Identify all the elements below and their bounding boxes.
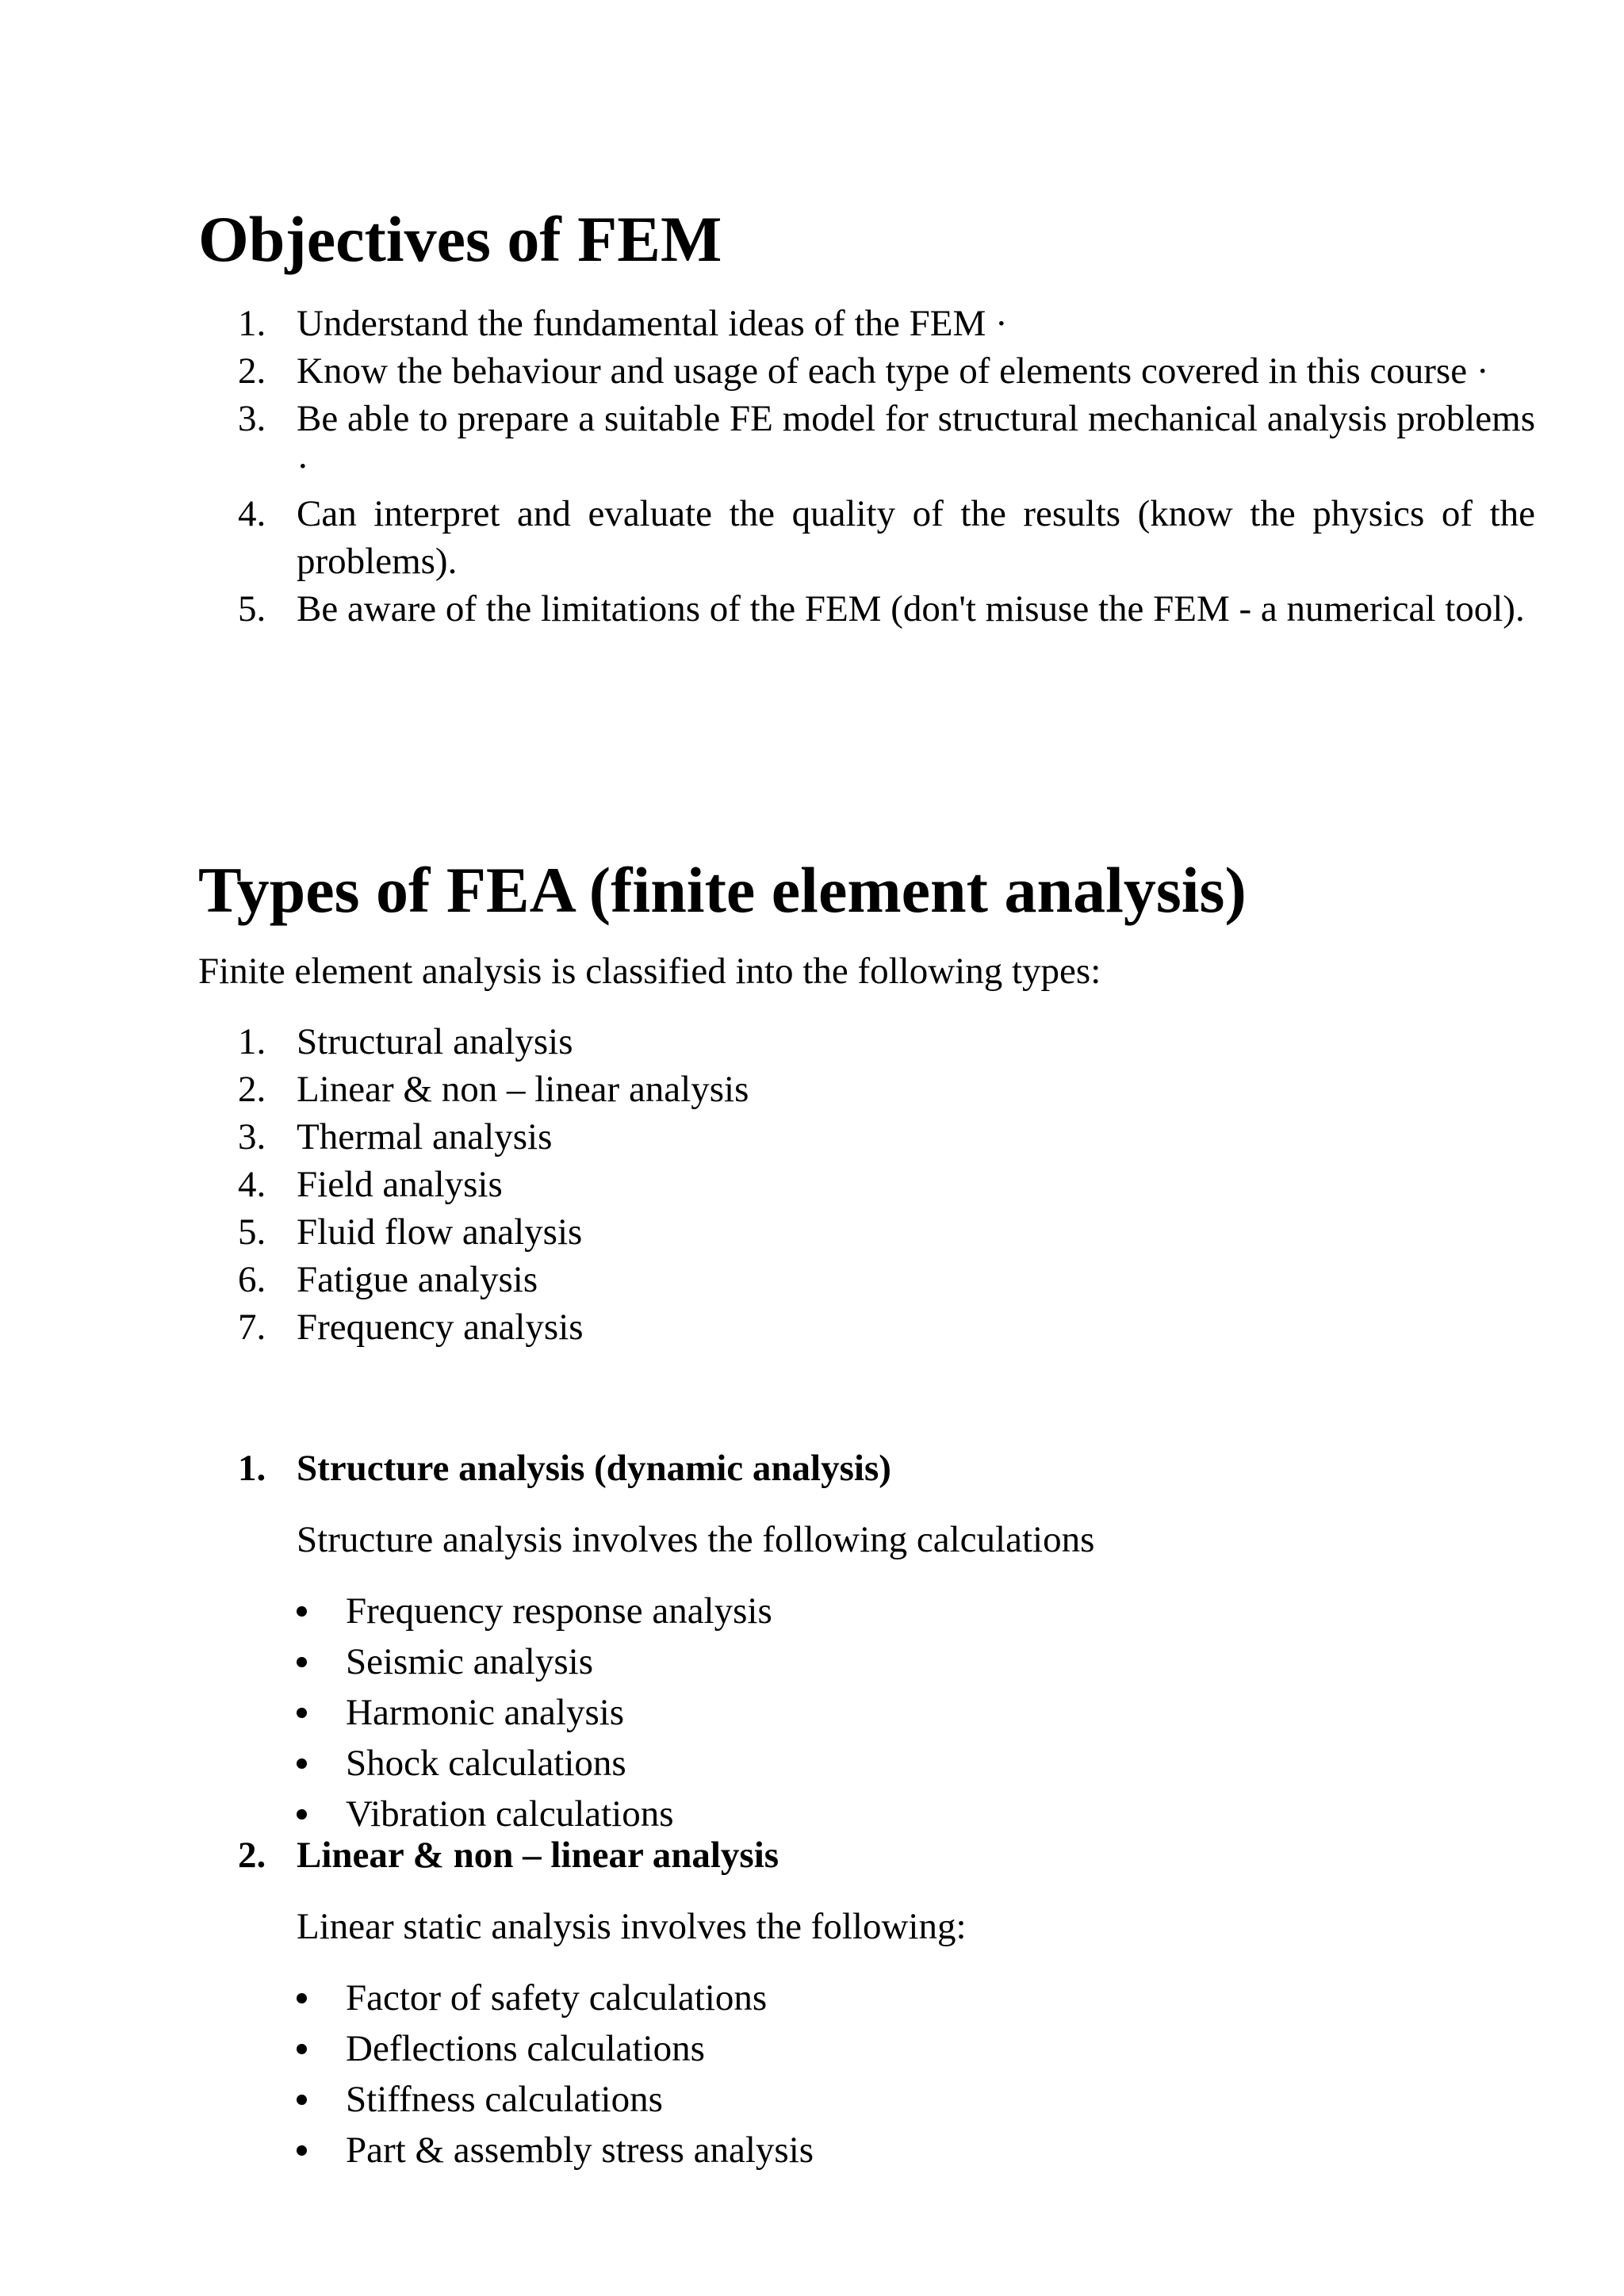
bullet-text: Vibration calculations bbox=[346, 1793, 674, 1835]
list-item-text: Be able to prepare a suitable FE model for structural mechanical analysis problems · bbox=[297, 398, 1535, 487]
bullet-text: Seismic analysis bbox=[346, 1641, 593, 1682]
bullet-icon bbox=[297, 1809, 307, 1820]
list-item bbox=[238, 1018, 1535, 1066]
list-item-text: Can interpret and evaluate the quality of the results (know the physics of the problems). bbox=[297, 493, 1535, 582]
section-number: 1. bbox=[238, 1448, 266, 1489]
bullet-text: Frequency response analysis bbox=[346, 1590, 772, 1632]
list-number: 4. bbox=[238, 493, 266, 534]
list-number: 1. bbox=[238, 303, 266, 344]
list-item bbox=[238, 1303, 1535, 1351]
list-item-text: Know the behaviour and usage of each type of elements covered in this course · bbox=[297, 350, 1489, 392]
section-heading bbox=[238, 1831, 1535, 1879]
bullet-text: Shock calculations bbox=[346, 1743, 626, 1784]
types-intro: Finite element analysis is classified into the following types: bbox=[198, 951, 1101, 992]
bullet-text: Part & assembly stress analysis bbox=[346, 2130, 814, 2171]
bullet-icon bbox=[297, 1708, 307, 1718]
list-item-text: Linear & non – linear analysis bbox=[297, 1069, 749, 1110]
list-number: 7. bbox=[238, 1307, 266, 1348]
bullet-item bbox=[297, 1974, 1535, 2025]
objectives-list bbox=[238, 300, 1535, 633]
list-item bbox=[238, 1113, 1535, 1161]
list-item-text: Thermal analysis bbox=[297, 1116, 553, 1158]
list-item bbox=[238, 1208, 1535, 1256]
section-number: 2. bbox=[238, 1835, 266, 1876]
bullet-icon bbox=[297, 1758, 307, 1769]
list-item bbox=[238, 1256, 1535, 1303]
bullet-icon bbox=[297, 2095, 307, 2105]
list-item bbox=[238, 1066, 1535, 1113]
section-linear-nonlinear bbox=[238, 1831, 1535, 2177]
types-list bbox=[238, 1018, 1535, 1351]
bullet-item bbox=[297, 1689, 1535, 1739]
bullet-list bbox=[238, 1587, 1535, 1841]
bullet-item bbox=[297, 1739, 1535, 1790]
bullet-text: Deflections calculations bbox=[346, 2028, 705, 2069]
list-number: 3. bbox=[238, 398, 266, 439]
bullet-item bbox=[297, 1587, 1535, 1638]
list-number: 3. bbox=[238, 1116, 266, 1158]
list-item bbox=[238, 395, 1535, 490]
bullet-icon bbox=[297, 2044, 307, 2054]
list-item bbox=[238, 300, 1535, 347]
bullet-icon bbox=[297, 2145, 307, 2156]
list-item-text: Fatigue analysis bbox=[297, 1259, 538, 1300]
types-heading: Types of FEA (finite element analysis) bbox=[198, 854, 1247, 926]
list-number: 1. bbox=[238, 1021, 266, 1062]
bullet-item bbox=[297, 1638, 1535, 1689]
section-heading bbox=[238, 1445, 1535, 1492]
list-item-text: Be aware of the limitations of the FEM (don't misuse the FEM - a numerical tool). bbox=[297, 588, 1525, 629]
list-number: 2. bbox=[238, 1069, 266, 1110]
bullet-icon bbox=[297, 1657, 307, 1667]
list-item bbox=[238, 490, 1535, 585]
bullet-item bbox=[297, 2126, 1535, 2177]
bullet-text: Factor of safety calculations bbox=[346, 1977, 768, 2019]
list-item bbox=[238, 347, 1535, 395]
list-number: 5. bbox=[238, 588, 266, 629]
objectives-heading: Objectives of FEM bbox=[198, 203, 722, 275]
bullet-icon bbox=[297, 1606, 307, 1617]
bullet-icon bbox=[297, 1993, 307, 2003]
list-number: 5. bbox=[238, 1211, 266, 1253]
list-number: 2. bbox=[238, 350, 266, 392]
bullet-list bbox=[238, 1974, 1535, 2177]
list-number: 6. bbox=[238, 1259, 266, 1300]
section-paragraph: Structure analysis involves the following calculations bbox=[297, 1519, 1095, 1560]
bullet-text: Harmonic analysis bbox=[346, 1692, 625, 1733]
bullet-item bbox=[297, 2076, 1535, 2126]
section-heading-text: Linear & non – linear analysis bbox=[297, 1835, 779, 1876]
list-number: 4. bbox=[238, 1164, 266, 1205]
list-item-text: Fluid flow analysis bbox=[297, 1211, 583, 1253]
list-item-text: Structural analysis bbox=[297, 1021, 573, 1062]
list-item-text: Understand the fundamental ideas of the FEM · bbox=[297, 303, 1008, 344]
list-item bbox=[238, 585, 1535, 633]
list-item bbox=[238, 1161, 1535, 1208]
section-heading-text: Structure analysis (dynamic analysis) bbox=[297, 1448, 891, 1489]
list-item-text: Field analysis bbox=[297, 1164, 503, 1205]
section-paragraph: Linear static analysis involves the following: bbox=[297, 1906, 967, 1947]
bullet-text: Stiffness calculations bbox=[346, 2079, 663, 2120]
bullet-item bbox=[297, 2025, 1535, 2076]
list-item-text: Frequency analysis bbox=[297, 1307, 584, 1348]
section-structure-analysis bbox=[238, 1445, 1535, 1841]
